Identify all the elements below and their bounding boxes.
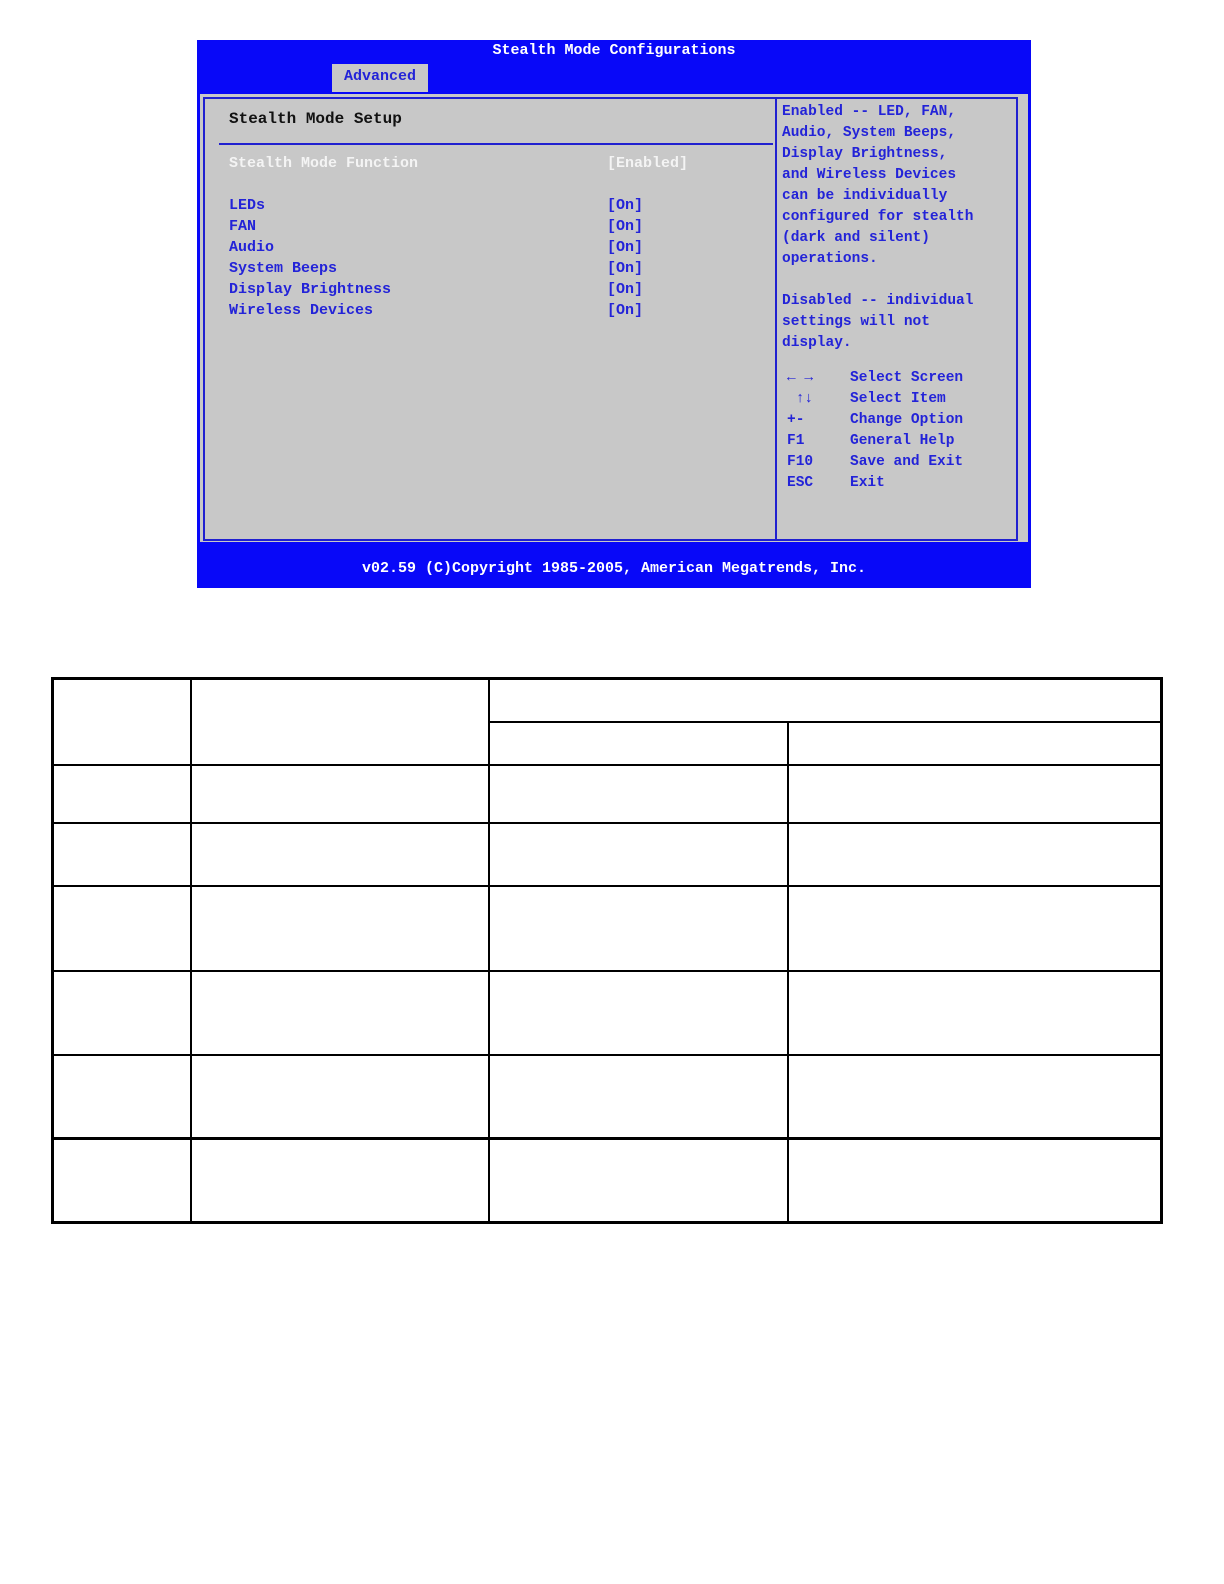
- option-value[interactable]: [On]: [607, 260, 644, 277]
- option-fan[interactable]: [229, 218, 749, 238]
- option-stealth-mode-function[interactable]: [229, 155, 749, 175]
- key-description: Save and Exit: [850, 454, 964, 470]
- key-label: ESC: [787, 475, 814, 491]
- option-value[interactable]: [On]: [607, 281, 644, 298]
- window-title: Stealth Mode Configurations: [492, 42, 736, 59]
- table-row-divider: [488, 721, 1160, 723]
- key-label: F1: [787, 433, 805, 449]
- key-label: F10: [787, 454, 814, 470]
- copyright-footer: v02.59 (C)Copyright 1985-2005, American Megatrends, Inc.: [361, 560, 867, 577]
- option-wireless-devices[interactable]: [229, 302, 749, 322]
- help-text: Enabled -- LED, FAN, Audio, System Beeps, Display Brightness, and Wireless Devices can be individually configured for stealth (dark and silent) operations. Disabled -- individual settings will not display.: [782, 104, 974, 351]
- table-row-divider: [54, 1137, 1160, 1140]
- settings-table: [51, 677, 1163, 1224]
- main-panel: [200, 94, 1028, 542]
- option-display-brightness[interactable]: [229, 281, 749, 301]
- option-leds[interactable]: [229, 197, 749, 217]
- table-row-divider: [54, 1054, 1160, 1056]
- key-description: Select Item: [850, 391, 946, 407]
- key-label: +-: [787, 412, 805, 428]
- option-label: Audio: [229, 239, 275, 256]
- table-row-divider: [54, 970, 1160, 972]
- left-right-arrows-icon: ← →: [787, 370, 814, 386]
- option-system-beeps[interactable]: [229, 260, 749, 280]
- key-description: Select Screen: [850, 370, 964, 386]
- option-label: FAN: [229, 218, 257, 235]
- key-description: Change Option: [850, 412, 964, 428]
- option-value[interactable]: [On]: [607, 218, 644, 235]
- section-divider: [219, 143, 773, 145]
- option-label: Stealth Mode Function: [229, 155, 419, 172]
- section-title: Stealth Mode Setup: [229, 110, 402, 128]
- settings-panel: [203, 97, 777, 541]
- option-value[interactable]: [On]: [607, 302, 644, 319]
- option-label: System Beeps: [229, 260, 338, 277]
- option-value[interactable]: [On]: [607, 239, 644, 256]
- key-description: Exit: [850, 475, 885, 491]
- option-label: Wireless Devices: [229, 302, 374, 319]
- option-label: LEDs: [229, 197, 266, 214]
- table-row-divider: [54, 885, 1160, 887]
- option-audio[interactable]: [229, 239, 749, 259]
- option-label: Display Brightness: [229, 281, 392, 298]
- tab-advanced[interactable]: Advanced: [332, 64, 428, 92]
- option-value[interactable]: [Enabled]: [607, 155, 689, 172]
- key-description: General Help: [850, 433, 955, 449]
- up-down-arrows-icon: ↑↓: [787, 391, 814, 407]
- bios-setup-screen: [197, 40, 1031, 588]
- table-row-divider: [54, 822, 1160, 824]
- help-panel: [776, 97, 1018, 541]
- table-row-divider: [54, 764, 1160, 766]
- option-value[interactable]: [On]: [607, 197, 644, 214]
